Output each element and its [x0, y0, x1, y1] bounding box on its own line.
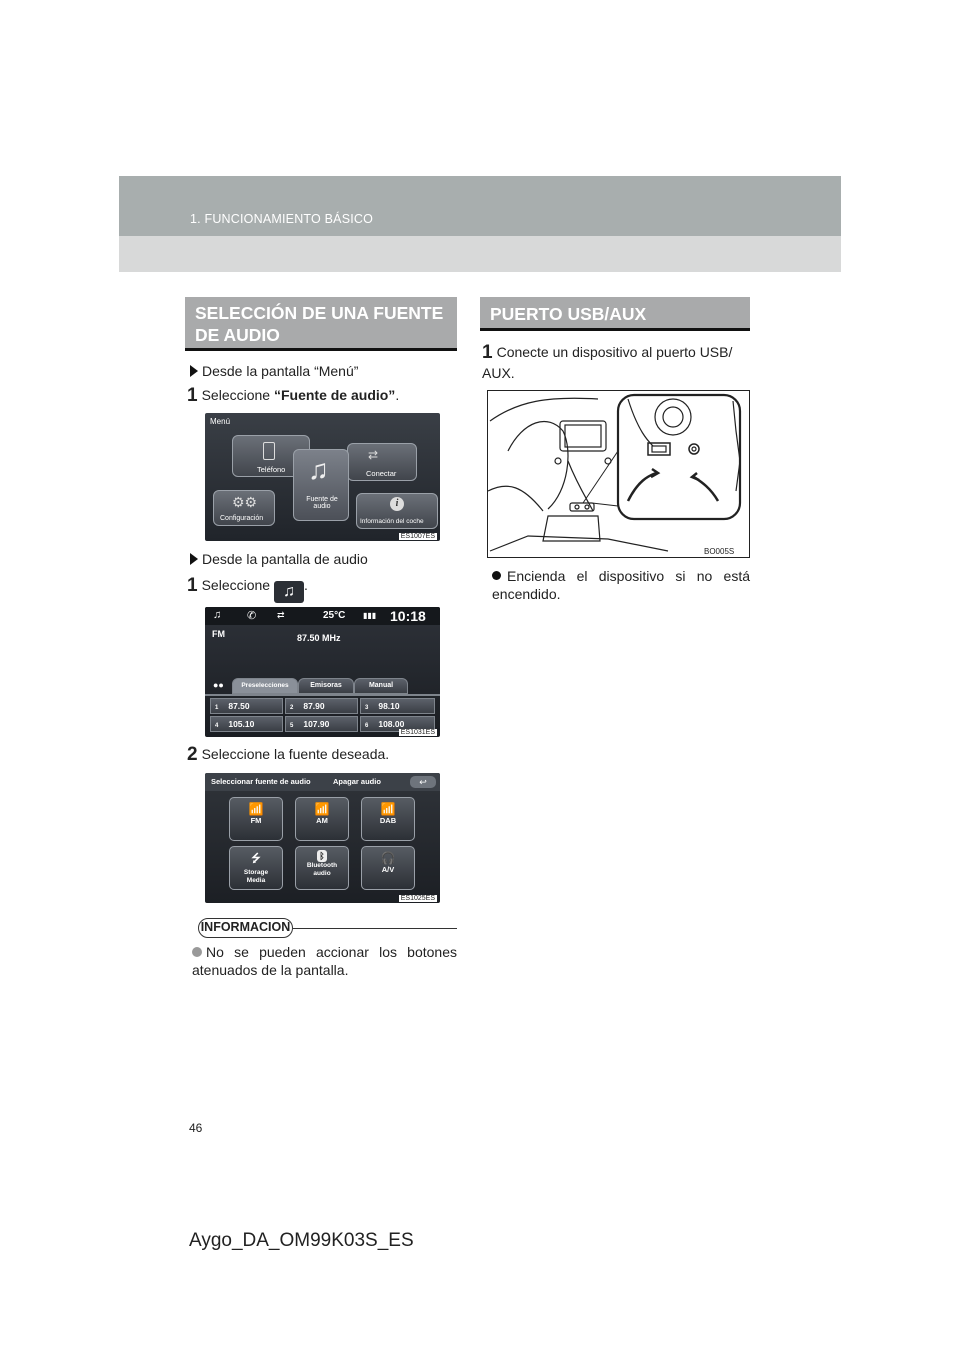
triangle-arrow-icon [190, 553, 198, 565]
bluetooth-icon: ᛒ [317, 850, 327, 862]
temperature: 25°C [323, 610, 346, 621]
connect-icon: ⇄ [277, 610, 285, 620]
menu-tile-phone[interactable]: Teléfono [232, 435, 310, 477]
image-code: ES1031ES [400, 729, 435, 736]
source-bluetooth-button[interactable]: ᛒ Bluetooth audio [295, 846, 349, 890]
band-label: FM [212, 629, 225, 639]
usb-aux-port-illustration [487, 390, 750, 558]
clock: 10:18 [390, 608, 426, 624]
tab-presets[interactable]: Preselecciones [232, 678, 298, 694]
preset-button[interactable]: 2 87.90 [285, 698, 358, 714]
menu-tile-configuration[interactable]: ⚙⚙ Configuración [213, 490, 275, 526]
image-code: ES1025ES [400, 895, 435, 902]
header-band [119, 176, 841, 236]
step-connect-device: 1 Conecte un dispositivo al puerto USB/ AUX. [482, 342, 733, 381]
preset-button[interactable]: 1 87.50 [210, 698, 283, 714]
source-fm-button[interactable]: 📶 FM [229, 797, 283, 841]
chapter-title: 1. FUNCIONAMIENTO BÁSICO [190, 212, 374, 226]
status-bar [205, 607, 440, 625]
step-select-source: 2 Seleccione la fuente deseada. [187, 744, 390, 765]
dashboard-drawing [488, 391, 750, 558]
document-code: Aygo_DA_OM99K03S_ES [189, 1230, 414, 1251]
step-select-music-button: 1 Seleccione ♫ . [187, 576, 308, 603]
bullet-dot-icon [492, 571, 501, 580]
signal-icon: ▮▮▮ [363, 611, 377, 620]
step-select-audio-source: 1 Seleccione “Fuente de audio”. [187, 385, 400, 406]
usb-icon: ⭍ [251, 853, 261, 865]
connect-icon: ⇄ [368, 448, 379, 462]
image-code: ES1007ES [400, 533, 435, 540]
antenna-icon: 📶 [380, 802, 396, 816]
section-title-audio-source: SELECCIÓN DE UNA FUENTE DE AUDIO [185, 297, 457, 351]
phone-icon [263, 442, 275, 460]
preset-button[interactable]: 3 98.10 [360, 698, 435, 714]
menu-tile-vehicle-info[interactable]: i Información del coche [356, 493, 438, 529]
image-code: BO005S [704, 547, 735, 556]
info-tag: INFORMACION [198, 918, 293, 938]
menu-title: Menú [210, 417, 231, 426]
header-subband [119, 236, 841, 272]
source-av-button[interactable]: 🎧 A/V [361, 846, 415, 890]
bullet-turn-on-device: Encienda el dispositivo si no está encendido. [492, 568, 750, 602]
section-title-usb-aux: PUERTO USB/AUX [480, 297, 750, 331]
music-note-icon: ♫ [282, 583, 295, 600]
menu-screen-image [205, 413, 440, 541]
menu-tile-audio-source[interactable]: ♫ Fuente de audio [293, 449, 349, 521]
bullet-dot-icon [192, 947, 202, 957]
screen-title: Seleccionar fuente de audio [211, 777, 311, 786]
info-divider [293, 928, 457, 929]
page-number: 46 [189, 1121, 203, 1135]
source-am-button[interactable]: 📶 AM [295, 797, 349, 841]
menu-tile-connect[interactable]: ⇄ Conectar [347, 443, 417, 481]
back-icon[interactable]: ↩ [410, 776, 436, 788]
frequency: 87.50 MHz [297, 633, 341, 643]
audio-off-button[interactable]: Apagar audio [333, 777, 381, 786]
aux-jack-icon: 🎧 [380, 851, 396, 865]
preset-mode-icon: ●● [213, 680, 224, 690]
phone-icon: ✆ [247, 610, 257, 622]
info-icon: i [390, 497, 404, 511]
triangle-arrow-icon [190, 365, 198, 377]
tab-stations[interactable]: Emisoras [298, 678, 354, 694]
select-source-screen-image [205, 773, 440, 903]
audio-source-button[interactable] [274, 581, 304, 603]
preset-button[interactable]: 6 108.00 [360, 716, 435, 732]
preset-button[interactable]: 4 105.10 [210, 716, 283, 732]
radio-screen-image [205, 607, 440, 737]
subheading-audio-screen: Desde la pantalla de audio [190, 550, 368, 568]
gear-icon: ⚙⚙ [232, 494, 258, 510]
antenna-icon: 📶 [314, 802, 330, 816]
tab-manual[interactable]: Manual [354, 678, 408, 694]
music-note-icon: ♫ [308, 454, 329, 485]
antenna-icon: 📶 [248, 802, 264, 816]
subheading-menu: Desde la pantalla “Menú” [190, 362, 358, 380]
music-note-icon: ♫ [213, 609, 222, 621]
info-note: No se pueden accionar los botones atenuados de la pantalla. [192, 944, 457, 978]
source-dab-button[interactable]: 📶 DAB [361, 797, 415, 841]
preset-button[interactable]: 5 107.90 [285, 716, 358, 732]
source-storage-button[interactable]: ⭍ Storage Media [229, 846, 283, 890]
